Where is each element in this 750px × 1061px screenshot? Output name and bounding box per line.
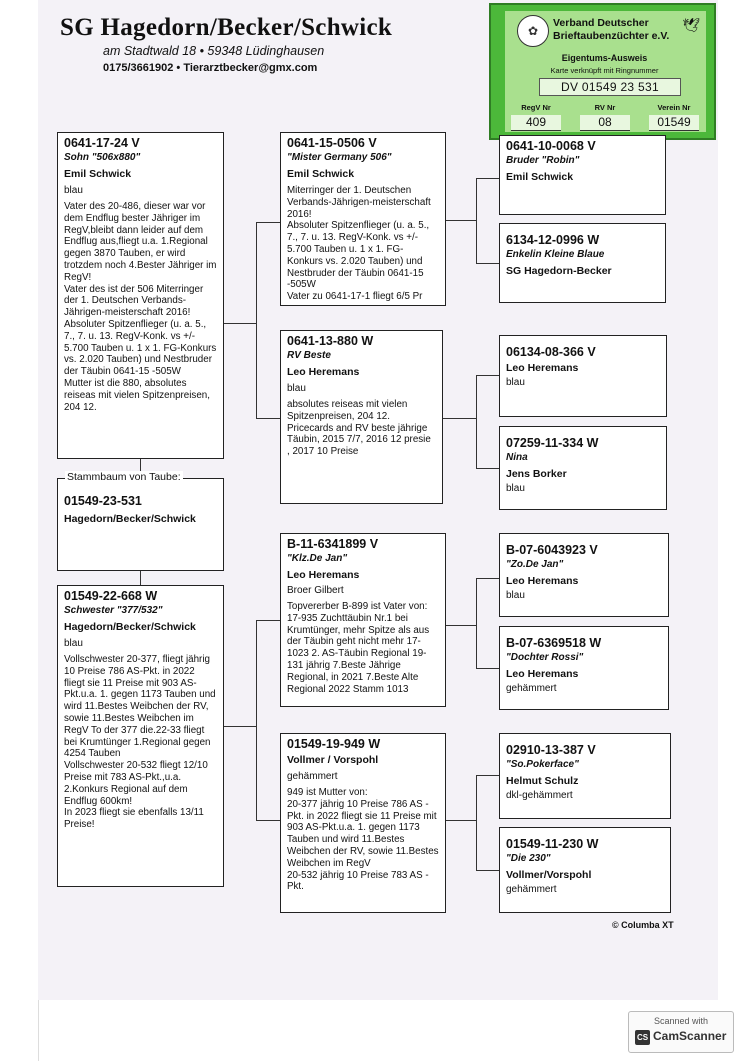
pedigree-box-fm	[280, 330, 443, 504]
pigeon-color: dkl-gehämmert	[506, 790, 573, 801]
pigeon-description: Topvererber B-899 ist Vater von: 17-935 Zuchttäubin Nr.1 bei Krumtünger, mehr Spitze als aus der Täubin geht nicht mehr 17-1023 2. AS-Täubin Regional 19-131 jährig 7.Beste Jährige Regional, in 2021 7.Beste Alte Regional 2022 Stamm 1013	[287, 601, 430, 695]
pedigree-box-ffm	[499, 223, 666, 303]
connector-line	[256, 820, 280, 821]
page-margin	[0, 0, 39, 1061]
association-logo-icon: ✿	[517, 15, 549, 47]
card-organization: Verband Deutscher Brieftaubenzüchter e.V.	[553, 17, 670, 42]
scanner-name: CamScanner	[653, 1029, 727, 1043]
ring-number: 01549-23-531	[64, 494, 142, 508]
pigeon-name: RV Beste	[287, 350, 331, 361]
pigeon-description: Miterringer der 1. Deutschen Verbands-Jährigen-meisterschaft 2016! Absoluter Spitzenflieger (u. a. 5., 7., 7. u. 13. RegV-Konk. vs +/- 5.700 Tauben u. 1 x 1. FG-Konkurs vs. 2.020 Tauben) und Nestbruder der Täubin 0641-15 -505W Vater zu 0641-17-1 fliegt 6/5 Pr	[287, 185, 431, 303]
pedigree-box-fff	[499, 135, 666, 215]
card-value-rv: 08	[580, 115, 630, 131]
pigeon-name: Bruder "Robin"	[506, 155, 580, 166]
pigeon-name: Schwester "377/532"	[64, 605, 163, 616]
connector-line	[443, 418, 476, 419]
ring-number: 6134-12-0996 W	[506, 233, 600, 247]
ring-number: 0641-10-0068 V	[506, 139, 596, 153]
pedigree-box-mff	[499, 533, 669, 617]
pigeon-name: "Klz.De Jan"	[287, 553, 348, 564]
ring-number: B-07-6369518 W	[506, 636, 602, 650]
breeder-address: am Stadtwald 18 • 59348 Lüdinghausen	[103, 44, 325, 58]
camscanner-logo-icon: CS	[635, 1030, 650, 1045]
connector-line	[476, 578, 477, 668]
pigeon-color: blau	[506, 483, 525, 494]
pigeon-name: "Die 230"	[506, 853, 551, 864]
breeder-name: Hagedorn/Becker/Schwick	[64, 513, 196, 525]
page-title: SG Hagedorn/Becker/Schwick	[60, 14, 393, 41]
pigeon-name: Nina	[506, 452, 528, 463]
ring-number: 06134-08-366 V	[506, 345, 596, 359]
pigeon-name: Vollmer / Vorspohl	[287, 754, 379, 766]
subject-label: Stammbaum von Taube:	[67, 471, 181, 483]
ring-number: 0641-17-24 V	[64, 136, 140, 150]
connector-line	[476, 178, 499, 179]
pigeon-color: gehämmert	[506, 683, 557, 694]
breeder-name: Emil Schwick	[64, 168, 132, 180]
scanner-watermark	[628, 1011, 734, 1053]
connector-line	[476, 375, 499, 376]
ring-number: B-11-6341899 V	[287, 537, 379, 551]
breeder-name: Leo Heremans	[287, 366, 360, 378]
breeder-name: Leo Heremans	[506, 362, 579, 374]
pedigree-box-mmm	[499, 827, 671, 913]
connector-line	[224, 323, 256, 324]
ring-number: 01549-22-668 W	[64, 589, 158, 603]
pigeon-name: "So.Pokerface"	[506, 759, 579, 770]
card-title: Eigentums-Ausweis	[561, 53, 648, 63]
connector-line	[256, 620, 280, 621]
card-ring-number: DV 01549 23 531	[539, 78, 681, 96]
pigeon-description: Vollschwester 20-377, fliegt jährig 10 Preise 786 AS-Pkt. in 2022 fliegt sie 11 Preise mit 903 AS-Pkt.u.a. 1. gegen 1173 Tauben und wird 11.Bestes Weibchen der RV, sowie 11.Bestes Weibchen im RegV To der 377 die.22-33 fliegt bei Krumtünger 1.Regional gegen 4254 Tauben Vollschwester 20-532 fliegt 12/10 Preise mit 783 AS-Pkt.,u.a. 2.Konkurs Regional auf dem Endflug 600km! In 2023 fliegt sie ebenfalls 13/11 Preise!	[64, 654, 216, 831]
pigeon-description: absolutes reiseas mit vielen Spitzenpreisen, 204 12. Pricecards and RV beste jährige Täubin, 2015 7/7, 2016 12 presie , 2017 10 Preise	[287, 399, 431, 458]
breeder-contact: 0175/3661902 • Tierarztbecker@gmx.com	[103, 62, 318, 74]
software-credit: © Columba XT	[612, 920, 674, 930]
pigeon-description: 949 ist Mutter von: 20-377 jährig 10 Preise 786 AS -Pkt. in 2022 fliegt sie 11 Preise mit 903 AS-Pkt.u.a. 1. gegen 1173 Tauben und wird 11.Bestes Weibchen der RV, sowie 11.Bestes Weibchen im RegV 20-532 jährig 10 Preise 783 AS -Pkt.	[287, 787, 439, 893]
connector-line	[256, 222, 280, 223]
ring-number: 0641-15-0506 V	[287, 136, 377, 150]
pedigree-box-fmf	[499, 335, 667, 417]
pedigree-box-subject	[57, 478, 224, 571]
breeder-name: SG Hagedorn-Becker	[506, 265, 612, 277]
connector-line	[476, 578, 499, 579]
card-label-rv: RV Nr	[594, 103, 616, 112]
pigeon-color: blau	[64, 185, 83, 196]
scanner-caption: Scanned with	[653, 1016, 709, 1026]
connector-line	[476, 668, 499, 669]
pedigree-box-ff	[280, 132, 446, 306]
card-label-regv: RegV Nr	[521, 103, 551, 112]
pigeon-color: blau	[506, 590, 525, 601]
card-value-verein: 01549	[649, 115, 699, 131]
connector-line	[476, 468, 499, 469]
connector-line	[476, 178, 477, 263]
pedigree-box-mother	[57, 585, 224, 887]
ownership-card	[489, 3, 716, 140]
connector-line	[446, 625, 476, 626]
pigeon-color: blau	[64, 638, 83, 649]
ring-number: 01549-19-949 W	[287, 737, 381, 751]
connector-line	[224, 726, 256, 727]
pigeon-name: "Zo.De Jan"	[506, 559, 564, 570]
breeder-name: Vollmer/Vorspohl	[506, 869, 592, 881]
card-subtitle: Karte verknüpft mit Ringnummer	[550, 66, 659, 75]
pigeon-name: "Mister Germany 506"	[287, 152, 392, 163]
connector-line	[476, 375, 477, 468]
breeder-name: Hagedorn/Becker/Schwick	[64, 621, 196, 633]
ring-number: 07259-11-334 W	[506, 436, 599, 450]
ring-number: 02910-13-387 V	[506, 743, 596, 757]
co-breeder-name: Broer Gilbert	[287, 585, 344, 596]
connector-line	[476, 775, 499, 776]
pigeon-description: Vater des 20-486, dieser war vor dem Endflug bester Jähriger im RegV,bleibt dann leider auf dem Endflug aus,fliegt u.a. 1.Regional gegen 3870 Tauben, er wird trotzdem noch 4.Bester Jähriger im RegV! Vater des ist der 506 Miterringer der 1. Deutschen Verbands-Jährigen-meisterschaft 2016! Absoluter Spitzenflieger (u. a. 5., 7., 7. u. 13. RegV-Konk. vs +/- 5.700 Tauben u. 1 x 1. FG-Konkurs vs. 2.020 Tauben) und Nestbruder der Täubin 0641-15 -505W Mutter ist die 880, absolutes reiseas mit vielen Spitzenpreisen, 204 12.	[64, 201, 217, 413]
breeder-name: Leo Heremans	[506, 668, 579, 680]
breeder-name: Leo Heremans	[287, 569, 360, 581]
pigeon-name: Sohn "506x880"	[64, 152, 141, 163]
breeder-name: Emil Schwick	[287, 168, 355, 180]
pigeon-color: gehämmert	[506, 884, 557, 895]
connector-line	[140, 570, 141, 586]
pedigree-box-mm	[280, 733, 446, 913]
pigeon-name: "Dochter Rossi"	[506, 652, 584, 663]
pedigree-box-mmf	[499, 733, 671, 819]
card-value-regv: 409	[511, 115, 561, 131]
connector-line	[446, 220, 476, 221]
pigeon-emblem-icon: 🕊	[682, 17, 700, 33]
card-label-verein: Verein Nr	[657, 103, 691, 112]
connector-line	[256, 620, 257, 820]
connector-line	[446, 820, 476, 821]
pedigree-box-mf	[280, 533, 446, 707]
ring-number: 0641-13-880 W	[287, 334, 374, 348]
connector-line	[476, 263, 499, 264]
breeder-name: Jens Borker	[506, 468, 567, 480]
connector-line	[256, 222, 257, 419]
connector-line	[476, 775, 477, 870]
pigeon-color: gehämmert	[287, 771, 338, 782]
pigeon-color: blau	[287, 383, 306, 394]
breeder-name: Leo Heremans	[506, 575, 579, 587]
breeder-name: Helmut Schulz	[506, 775, 579, 787]
pedigree-box-fmm	[499, 426, 667, 510]
breeder-name: Emil Schwick	[506, 171, 574, 183]
connector-line	[256, 418, 280, 419]
pigeon-name: Enkelin Kleine Blaue	[506, 249, 605, 260]
ring-number: 01549-11-230 W	[506, 837, 599, 851]
connector-line	[476, 870, 499, 871]
pedigree-box-mfm	[499, 626, 669, 710]
pedigree-box-father	[57, 132, 224, 459]
ring-number: B-07-6043923 V	[506, 543, 598, 557]
pigeon-color: blau	[506, 377, 525, 388]
